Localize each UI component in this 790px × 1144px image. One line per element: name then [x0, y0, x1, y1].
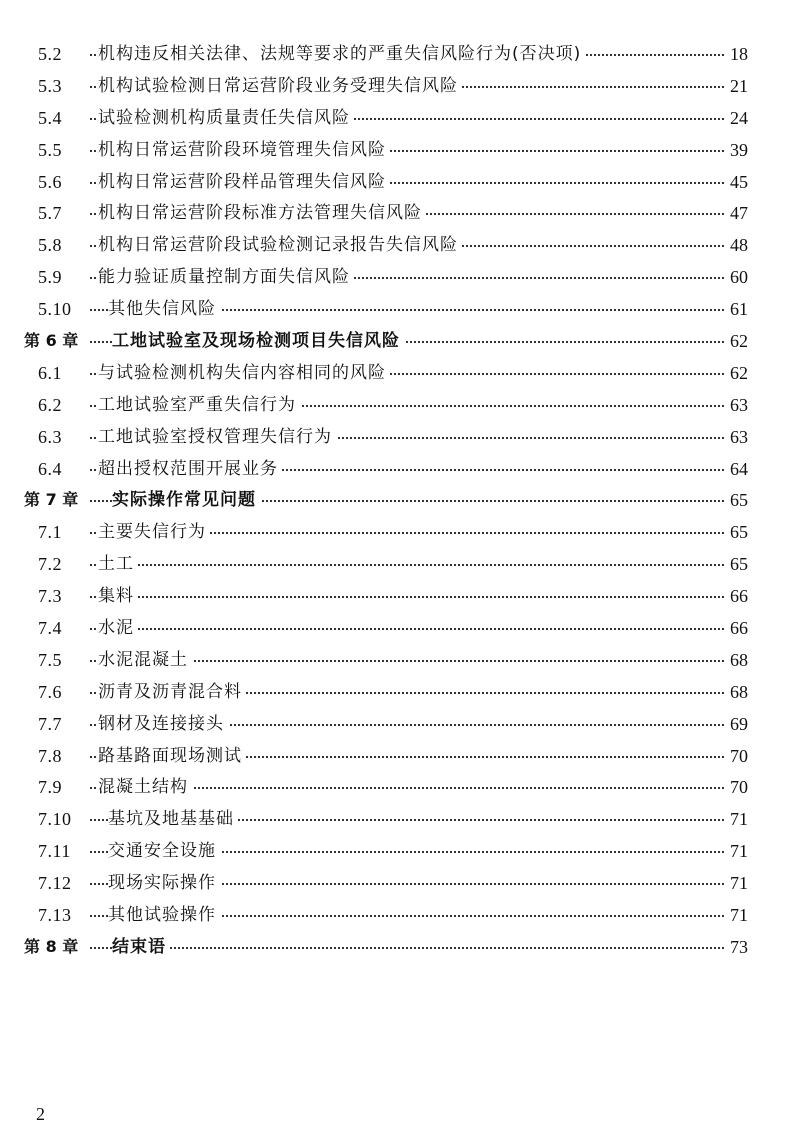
toc-entry-title: 机构日常运营阶段试验检测记录报告失信风险	[98, 235, 462, 255]
toc-entry-title: 水泥混凝土	[98, 650, 192, 670]
toc-entry-number: 7.13	[38, 904, 72, 925]
toc-entry-number: 7.3	[38, 586, 62, 607]
toc-entry-page: 24	[726, 108, 748, 128]
toc-entry-page: 39	[726, 140, 748, 160]
toc-section-entry[interactable]	[0, 261, 790, 293]
toc-entry-page: 71	[726, 905, 748, 925]
toc-entry-number: 7.1	[38, 522, 62, 543]
toc-entry-number: 5.9	[38, 267, 62, 288]
toc-dot-leader	[90, 947, 732, 949]
toc-entry-title: 基坑及地基基础	[108, 809, 238, 829]
toc-entry-title: 机构日常运营阶段样品管理失信风险	[98, 172, 390, 192]
toc-entry-number: 5.5	[38, 139, 62, 160]
toc-entry-page: 61	[726, 299, 748, 319]
toc-entry-number: 7.12	[38, 873, 72, 894]
toc-entry-title: 与试验检测机构失信内容相同的风险	[98, 363, 390, 383]
toc-entry-page: 66	[726, 618, 748, 638]
toc-entry-title: 能力验证质量控制方面失信风险	[98, 267, 354, 287]
toc-entry-title: 钢材及连接接头	[98, 714, 228, 734]
toc-entry-title: 集料	[98, 586, 138, 606]
toc-entry-page: 66	[726, 586, 748, 606]
toc-entry-page: 18	[726, 44, 748, 64]
toc-section-entry[interactable]	[0, 644, 790, 676]
toc-entry-number: 6.3	[38, 426, 62, 447]
toc-entry-number: 6.4	[38, 458, 62, 479]
toc-section-entry[interactable]	[0, 548, 790, 580]
toc-section-entry[interactable]	[0, 740, 790, 772]
toc-entry-page: 60	[726, 267, 748, 287]
toc-section-entry[interactable]	[0, 580, 790, 612]
toc-section-entry[interactable]	[0, 771, 790, 803]
toc-entry-number: 6.1	[38, 362, 62, 383]
toc-entry-number: 5.3	[38, 75, 62, 96]
toc-entry-number: 7.7	[38, 713, 62, 734]
toc-section-entry[interactable]	[0, 835, 790, 867]
toc-section-entry[interactable]	[0, 612, 790, 644]
toc-entry-number: 7.4	[38, 617, 62, 638]
toc-entry-title: 工地试验室授权管理失信行为	[98, 427, 336, 447]
page-number: 2	[36, 1104, 45, 1124]
toc-entry-title: 沥青及沥青混合料	[98, 682, 246, 702]
toc-chapter-entry[interactable]	[0, 484, 790, 516]
toc-entry-number: 第 8 章	[24, 936, 79, 956]
toc-entry-page: 63	[726, 395, 748, 415]
toc-entry-title: 其他试验操作	[108, 905, 220, 925]
toc-entry-page: 71	[726, 873, 748, 893]
toc-entry-title: 机构日常运营阶段标准方法管理失信风险	[98, 203, 426, 223]
toc-entry-number: 5.10	[38, 299, 72, 320]
toc-entry-number: 7.8	[38, 745, 62, 766]
toc-section-entry[interactable]	[0, 197, 790, 229]
toc-entry-number: 7.9	[38, 777, 62, 798]
toc-entry-page: 65	[726, 554, 748, 574]
toc-entry-title: 混凝土结构	[98, 777, 192, 797]
toc-section-entry[interactable]	[0, 803, 790, 835]
toc-entry-title: 水泥	[98, 618, 138, 638]
toc-entry-number: 5.6	[38, 171, 62, 192]
toc-entry-title: 土工	[98, 554, 138, 574]
toc-entry-title: 试验检测机构质量责任失信风险	[98, 108, 354, 128]
toc-entry-title: 工地试验室及现场检测项目失信风险	[112, 331, 404, 351]
table-of-contents	[0, 38, 790, 963]
toc-section-entry[interactable]	[0, 38, 790, 70]
toc-entry-number: 5.7	[38, 203, 62, 224]
toc-entry-number: 6.2	[38, 394, 62, 415]
toc-section-entry[interactable]	[0, 676, 790, 708]
toc-entry-title: 机构违反相关法律、法规等要求的严重失信风险行为(否决项)	[98, 44, 585, 64]
toc-chapter-entry[interactable]	[0, 931, 790, 963]
toc-section-entry[interactable]	[0, 102, 790, 134]
toc-dot-leader	[90, 628, 732, 630]
toc-dot-leader	[90, 564, 732, 566]
toc-chapter-entry[interactable]	[0, 325, 790, 357]
toc-entry-title: 主要失信行为	[98, 522, 210, 542]
toc-entry-number: 7.11	[38, 841, 71, 862]
toc-entry-page: 71	[726, 809, 748, 829]
toc-entry-page: 64	[726, 459, 748, 479]
toc-entry-page: 62	[726, 331, 748, 351]
toc-entry-title: 实际操作常见问题	[112, 490, 260, 510]
toc-entry-title: 超出授权范围开展业务	[98, 459, 282, 479]
toc-entry-number: 7.6	[38, 681, 62, 702]
toc-section-entry[interactable]	[0, 389, 790, 421]
toc-section-entry[interactable]	[0, 134, 790, 166]
toc-entry-page: 65	[726, 490, 748, 510]
toc-section-entry[interactable]	[0, 899, 790, 931]
toc-entry-number: 7.5	[38, 649, 62, 670]
toc-entry-title: 现场实际操作	[108, 873, 220, 893]
toc-entry-page: 47	[726, 203, 748, 223]
toc-dot-leader	[90, 596, 732, 598]
toc-entry-title: 机构试验检测日常运营阶段业务受理失信风险	[98, 76, 462, 96]
toc-entry-title: 交通安全设施	[108, 841, 220, 861]
toc-entry-title: 路基路面现场测试	[98, 746, 246, 766]
toc-entry-page: 62	[726, 363, 748, 383]
toc-section-entry[interactable]	[0, 453, 790, 485]
toc-entry-page: 21	[726, 76, 748, 96]
toc-section-entry[interactable]	[0, 293, 790, 325]
toc-entry-title: 其他失信风险	[108, 299, 220, 319]
toc-entry-number: 7.10	[38, 809, 72, 830]
toc-entry-number: 5.4	[38, 107, 62, 128]
toc-entry-page: 68	[726, 650, 748, 670]
toc-entry-page: 48	[726, 235, 748, 255]
toc-entry-title: 机构日常运营阶段环境管理失信风险	[98, 140, 390, 160]
toc-entry-number: 第 7 章	[24, 490, 79, 510]
toc-entry-page: 73	[726, 937, 748, 957]
toc-entry-title: 结束语	[112, 937, 170, 957]
toc-entry-page: 71	[726, 841, 748, 861]
toc-entry-page: 68	[726, 682, 748, 702]
toc-section-entry[interactable]	[0, 70, 790, 102]
toc-section-entry[interactable]	[0, 357, 790, 389]
toc-entry-page: 63	[726, 427, 748, 447]
toc-entry-page: 70	[726, 777, 748, 797]
toc-section-entry[interactable]	[0, 229, 790, 261]
toc-entry-page: 45	[726, 172, 748, 192]
toc-entry-page: 65	[726, 522, 748, 542]
toc-entry-page: 69	[726, 714, 748, 734]
toc-entry-title: 工地试验室严重失信行为	[98, 395, 300, 415]
toc-entry-number: 5.8	[38, 235, 62, 256]
toc-section-entry[interactable]	[0, 516, 790, 548]
toc-entry-number: 5.2	[38, 43, 62, 64]
toc-entry-number: 第 6 章	[24, 330, 79, 350]
toc-entry-number: 7.2	[38, 554, 62, 575]
toc-section-entry[interactable]	[0, 708, 790, 740]
toc-section-entry[interactable]	[0, 421, 790, 453]
toc-entry-page: 70	[726, 746, 748, 766]
toc-section-entry[interactable]	[0, 867, 790, 899]
toc-section-entry[interactable]	[0, 166, 790, 198]
